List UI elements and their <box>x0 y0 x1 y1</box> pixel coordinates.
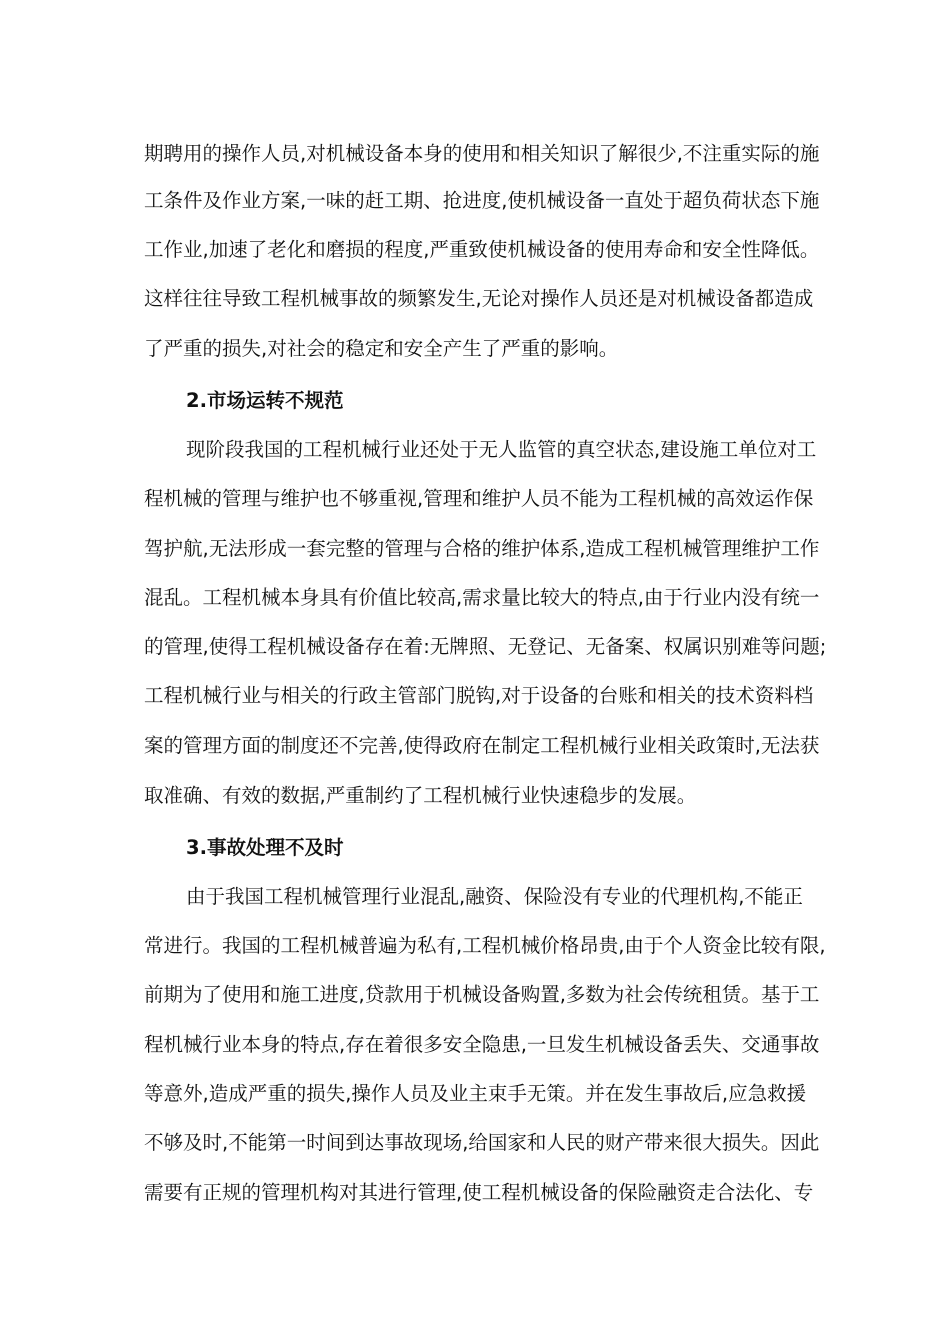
paragraph-line: 不够及时,不能第一时间到达事故现场,给国家和人民的财产带来很大损失。因此 <box>144 1131 820 1154</box>
paragraph-line: 工条件及作业方案,一味的赶工期、抢进度,使机械设备一直处于超负荷状态下施 <box>144 189 820 212</box>
paragraph-line: 工程机械行业与相关的行政主管部门脱钩,对于设备的台账和相关的技术资料档 <box>144 684 814 707</box>
paragraph-line: 驾护航,无法形成一套完整的管理与合格的维护体系,造成工程机械管理维护工作 <box>144 537 820 560</box>
paragraph-line: 等意外,造成严重的损失,操作人员及业主束手无策。并在发生事故后,应急救援 <box>144 1082 807 1105</box>
paragraph-line: 需要有正规的管理机构对其进行管理,使工程机械设备的保险融资走合法化、专 <box>144 1181 814 1204</box>
paragraph-line: 常进行。我国的工程机械普遍为私有,工程机械价格昂贵,由于个人资金比较有限, <box>144 934 826 957</box>
section-heading-2: 2.市场运转不规范 <box>186 389 344 412</box>
paragraph-line: 现阶段我国的工程机械行业还处于无人监管的真空状态,建设施工单位对工 <box>186 438 817 461</box>
paragraph-line: 程机械行业本身的特点,存在着很多安全隐患,一旦发生机械设备丢失、交通事故 <box>144 1033 820 1056</box>
paragraph-line: 前期为了使用和施工进度,贷款用于机械设备购置,多数为社会传统租赁。基于工 <box>144 983 820 1006</box>
paragraph-line: 由于我国工程机械管理行业混乱,融资、保险没有专业的代理机构,不能正 <box>186 885 803 908</box>
paragraph-line: 期聘用的操作人员,对机械设备本身的使用和相关知识了解很少,不注重实际的施 <box>144 142 820 165</box>
paragraph-line: 程机械的管理与维护也不够重视,管理和维护人员不能为工程机械的高效运作保 <box>144 487 814 510</box>
paragraph-line: 了严重的损失,对社会的稳定和安全产生了严重的影响。 <box>144 337 619 360</box>
paragraph-line: 取准确、有效的数据,严重制约了工程机械行业快速稳步的发展。 <box>144 784 697 807</box>
section-heading-3: 3.事故处理不及时 <box>186 836 344 859</box>
paragraph-line: 混乱。工程机械本身具有价值比较高,需求量比较大的特点,由于行业内没有统一 <box>144 586 820 609</box>
paragraph-line: 工作业,加速了老化和磨损的程度,严重致使机械设备的使用寿命和安全性降低。 <box>144 238 820 261</box>
paragraph-line: 这样往往导致工程机械事故的频繁发生,无论对操作人员还是对机械设备都造成 <box>144 287 814 310</box>
paragraph-line: 的管理,使得工程机械设备存在着:无牌照、无登记、无备案、权属识别难等问题; <box>144 635 827 658</box>
paragraph-line: 案的管理方面的制度还不完善,使得政府在制定工程机械行业相关政策时,无法获 <box>144 734 820 757</box>
